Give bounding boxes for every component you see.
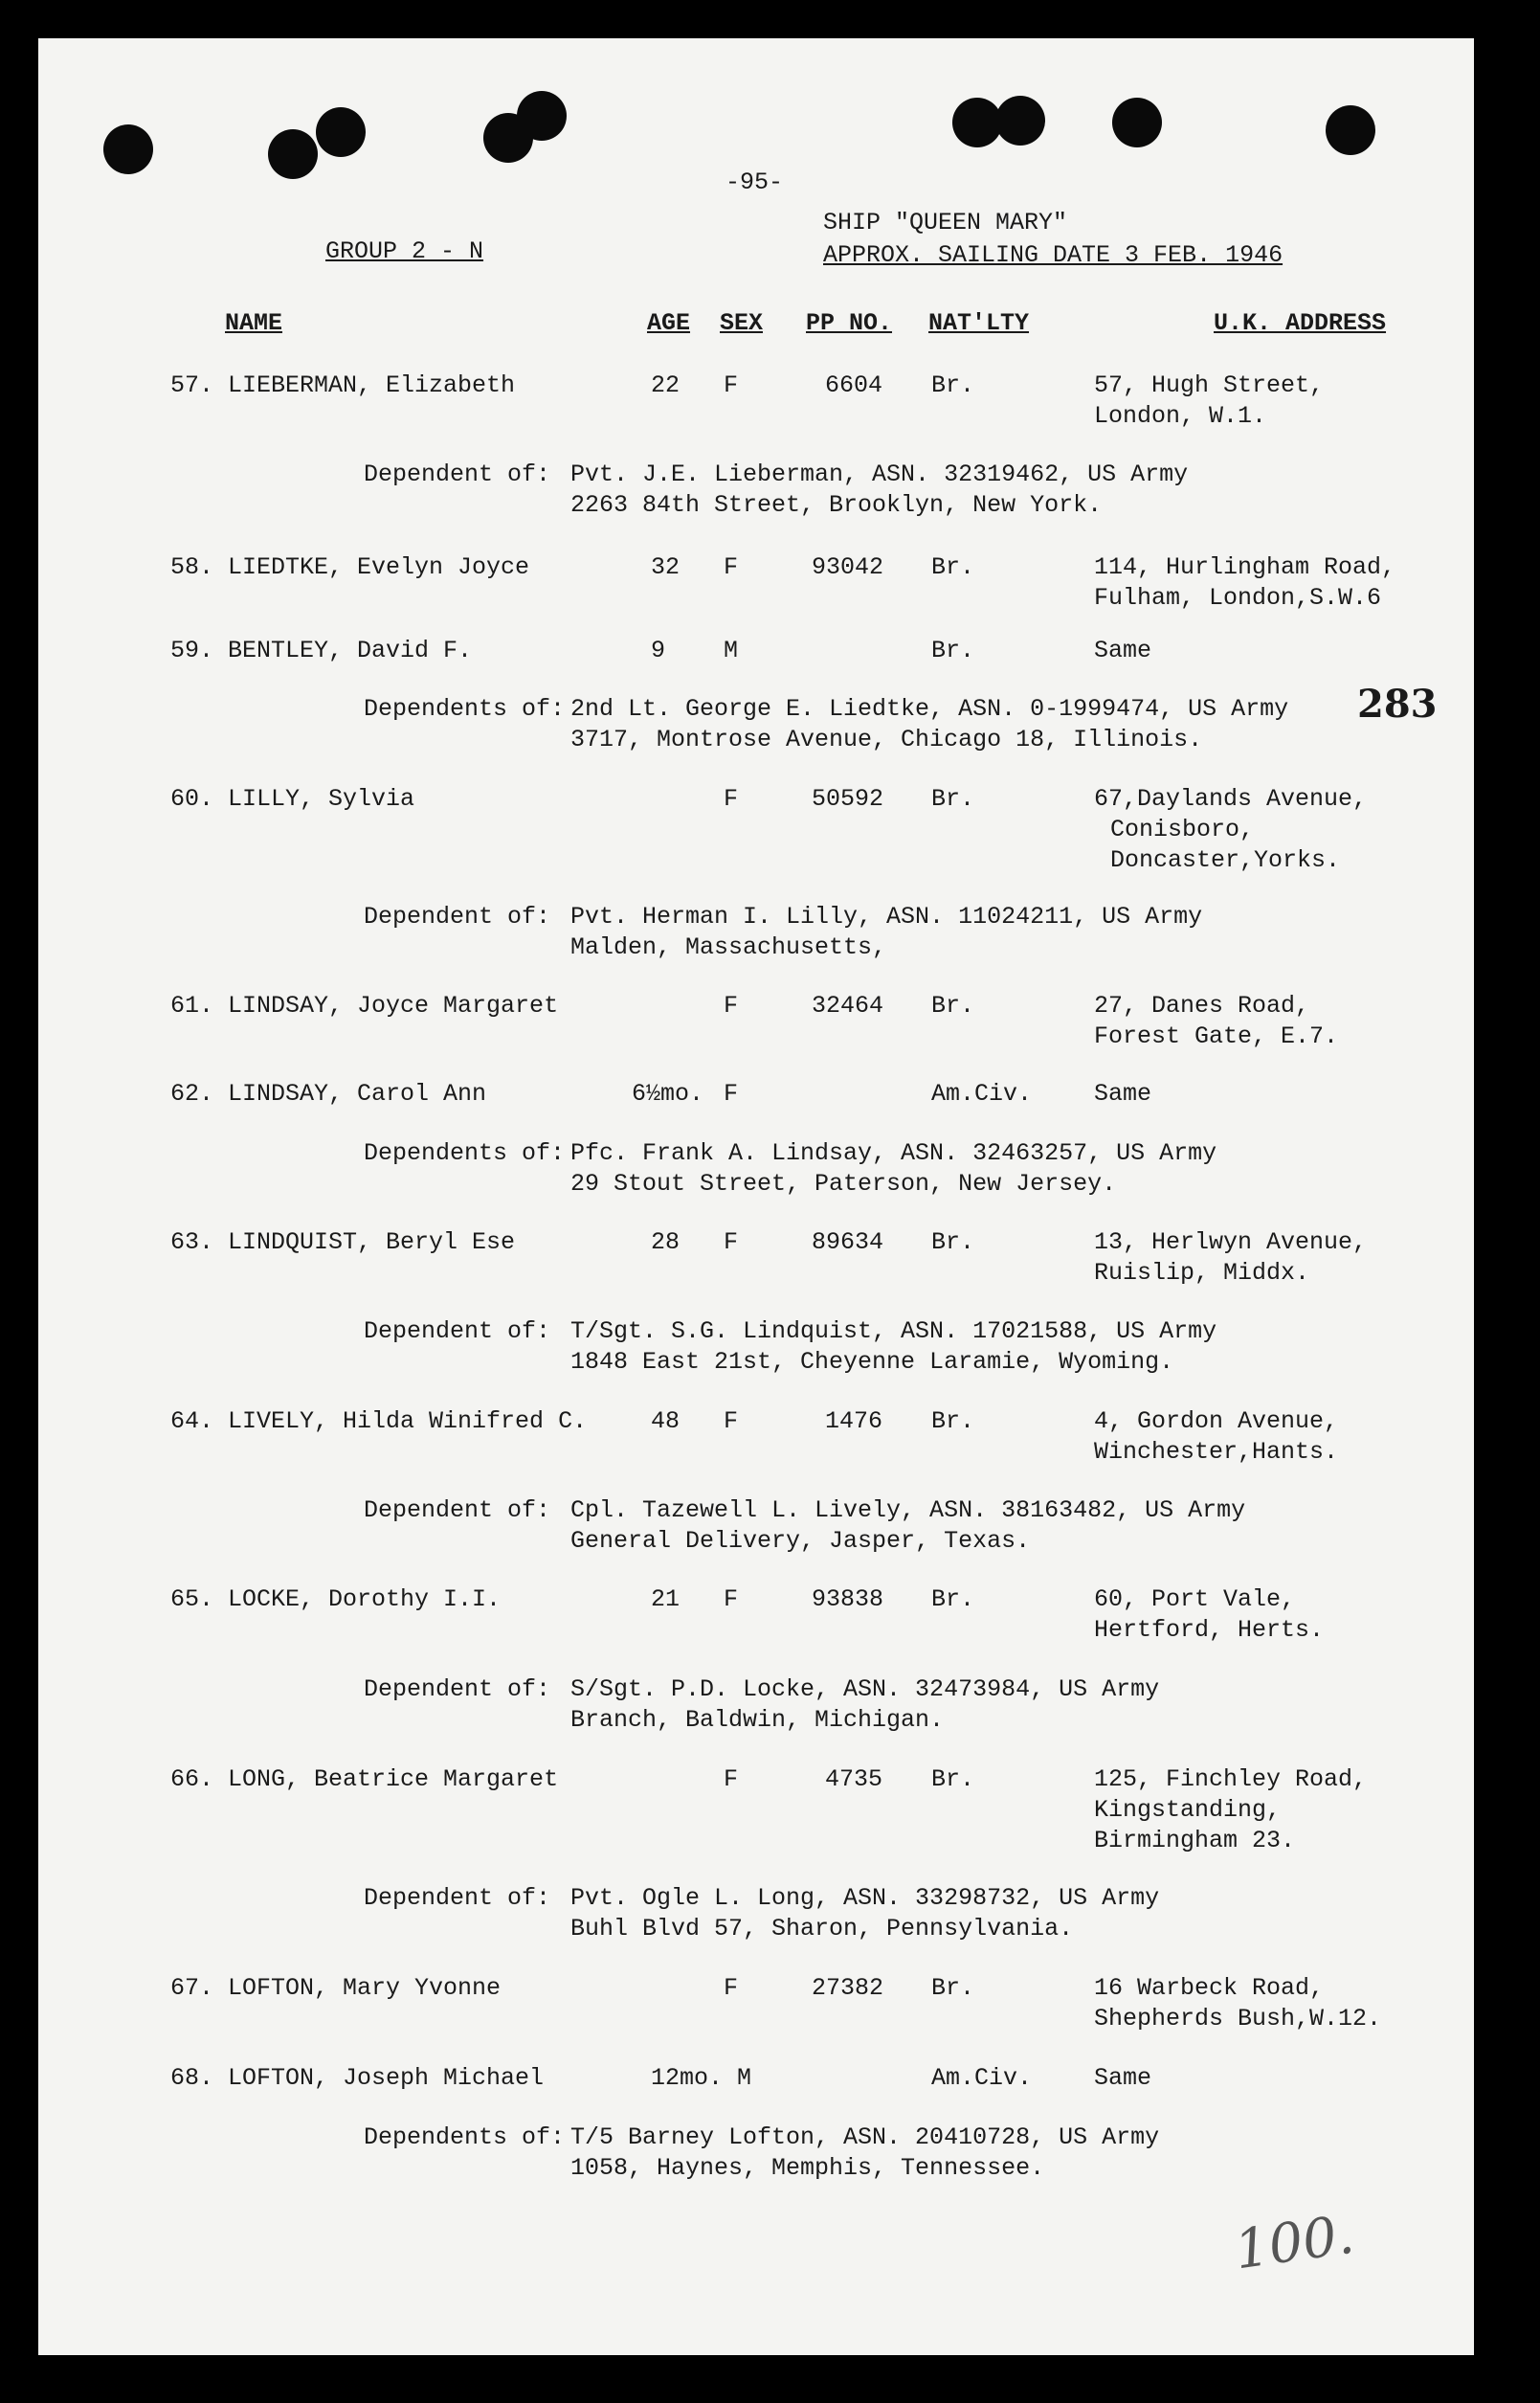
dependent-label: Dependent of: xyxy=(364,903,551,931)
header-uk-address: U.K. ADDRESS xyxy=(1214,309,1387,337)
entry-address: Same xyxy=(1094,637,1152,664)
entry-nationality: Br. xyxy=(931,371,975,399)
entry-address: Ruislip, Middx. xyxy=(1094,1259,1310,1287)
entry-name: 67. LOFTON, Mary Yvonne xyxy=(170,1974,502,2002)
entry-nationality: Br. xyxy=(931,1974,975,2002)
entry-address: Winchester,Hants. xyxy=(1094,1438,1339,1466)
entry-address: Same xyxy=(1094,2064,1152,2092)
entry-address: Doncaster,Yorks. xyxy=(1110,846,1341,874)
dependent-label: Dependent of: xyxy=(364,1884,551,1912)
document-page xyxy=(38,38,1474,2355)
entry-address: Birmingham 23. xyxy=(1094,1827,1296,1854)
entry-pp: 32464 xyxy=(812,992,884,1020)
entry-address: Same xyxy=(1094,1080,1152,1108)
dependent-line: 1848 East 21st, Cheyenne Laramie, Wyoming. xyxy=(570,1348,1174,1376)
entry-sex: F xyxy=(724,1974,739,2002)
entry-address: 114, Hurlingham Road, xyxy=(1094,553,1396,581)
entry-pp: 1476 xyxy=(825,1407,883,1435)
dependent-line: 1058, Haynes, Memphis, Tennessee. xyxy=(570,2154,1045,2182)
dependent-label: Dependent of: xyxy=(364,1496,551,1524)
entry-sex: F xyxy=(724,1080,739,1108)
entry-sex: F xyxy=(724,553,739,581)
entry-sex: F xyxy=(724,1585,739,1613)
dependent-line: 2263 84th Street, Brooklyn, New York. xyxy=(570,491,1103,519)
entry-name: 64. LIVELY, Hilda Winifred C. xyxy=(170,1407,588,1435)
dependent-label: Dependent of: xyxy=(364,460,551,488)
dependent-line: General Delivery, Jasper, Texas. xyxy=(570,1527,1031,1555)
entry-nationality: Am.Civ. xyxy=(931,2064,1033,2092)
entry-name: 65. LOCKE, Dorothy I.I. xyxy=(170,1585,502,1613)
dependent-line: 3717, Montrose Avenue, Chicago 18, Illinois. xyxy=(570,726,1203,753)
dependent-label: Dependents of: xyxy=(364,695,566,723)
dependent-line: S/Sgt. P.D. Locke, ASN. 32473984, US Army xyxy=(570,1675,1160,1703)
entry-address: 67,Daylands Avenue, xyxy=(1094,785,1368,813)
punch-hole xyxy=(268,129,318,179)
entry-nationality: Br. xyxy=(931,1407,975,1435)
punch-hole xyxy=(1112,98,1162,147)
punch-hole xyxy=(316,107,366,157)
entry-sex: F xyxy=(724,992,739,1020)
dependent-line: T/Sgt. S.G. Lindquist, ASN. 17021588, US Army xyxy=(570,1317,1217,1345)
dependent-label: Dependents of: xyxy=(364,2123,566,2151)
entry-name: 61. LINDSAY, Joyce Margaret xyxy=(170,992,559,1020)
dependent-line: Malden, Massachusetts, xyxy=(570,933,887,961)
ship-name: SHIP "QUEEN MARY" xyxy=(823,209,1068,236)
entry-pp: 93838 xyxy=(812,1585,884,1613)
entry-pp: 50592 xyxy=(812,785,884,813)
entry-nationality: Br. xyxy=(931,1228,975,1256)
entry-nationality: Am.Civ. xyxy=(931,1080,1033,1108)
dependent-label: Dependents of: xyxy=(364,1139,566,1167)
entry-age: 32 xyxy=(651,553,681,581)
entry-nationality: Br. xyxy=(931,1765,975,1793)
dependent-line: T/5 Barney Lofton, ASN. 20410728, US Army xyxy=(570,2123,1160,2151)
entry-age: 9 xyxy=(651,637,666,664)
entry-address: Fulham, London,S.W.6 xyxy=(1094,584,1382,612)
entry-pp: 27382 xyxy=(812,1974,884,2002)
entry-pp: 6604 xyxy=(825,371,883,399)
entry-age: 6½mo. xyxy=(632,1080,704,1108)
punch-hole xyxy=(103,124,153,174)
entry-name: 62. LINDSAY, Carol Ann xyxy=(170,1080,487,1108)
entry-name: 59. BENTLEY, David F. xyxy=(170,637,473,664)
entry-address: Kingstanding, xyxy=(1094,1796,1282,1824)
entry-address: 16 Warbeck Road, xyxy=(1094,1974,1325,2002)
entry-name: 68. LOFTON, Joseph Michael xyxy=(170,2064,545,2092)
entry-pp: 89634 xyxy=(812,1228,884,1256)
dependent-line: Cpl. Tazewell L. Lively, ASN. 38163482, US Army xyxy=(570,1496,1246,1524)
entry-sex: F xyxy=(724,1407,739,1435)
dependent-line: Buhl Blvd 57, Sharon, Pennsylvania. xyxy=(570,1915,1074,1943)
punch-hole xyxy=(995,96,1045,146)
entry-address: 13, Herlwyn Avenue, xyxy=(1094,1228,1368,1256)
entry-address: 4, Gordon Avenue, xyxy=(1094,1407,1339,1435)
dependent-line: Pvt. J.E. Lieberman, ASN. 32319462, US Army xyxy=(570,460,1189,488)
entry-sex: F xyxy=(724,371,739,399)
dependent-line: 2nd Lt. George E. Liedtke, ASN. 0-1999474, US Army xyxy=(570,695,1289,723)
entry-age: 48 xyxy=(651,1407,681,1435)
dependent-line: Pvt. Herman I. Lilly, ASN. 11024211, US Army xyxy=(570,903,1203,931)
group-label: GROUP 2 - N xyxy=(325,237,484,265)
dependent-line: Pfc. Frank A. Lindsay, ASN. 32463257, US Army xyxy=(570,1139,1217,1167)
entry-sex: M xyxy=(724,637,739,664)
entry-sex: F xyxy=(724,785,739,813)
page-number: -95- xyxy=(725,168,784,196)
header-pp-no: PP NO. xyxy=(806,309,893,337)
entry-sex: M xyxy=(737,2064,752,2092)
header-age: AGE xyxy=(647,309,691,337)
entry-address: Hertford, Herts. xyxy=(1094,1616,1325,1644)
dependent-line: Branch, Baldwin, Michigan. xyxy=(570,1706,945,1734)
entry-nationality: Br. xyxy=(931,637,975,664)
entry-nationality: Br. xyxy=(931,992,975,1020)
header-nationality: NAT'LTY xyxy=(928,309,1030,337)
entry-pp: 93042 xyxy=(812,553,884,581)
dependent-label: Dependent of: xyxy=(364,1675,551,1703)
entry-name: 58. LIEDTKE, Evelyn Joyce xyxy=(170,553,530,581)
entry-age: 12mo. xyxy=(651,2064,724,2092)
entry-pp: 4735 xyxy=(825,1765,883,1793)
entry-address: 125, Finchley Road, xyxy=(1094,1765,1368,1793)
entry-name: 57. LIEBERMAN, Elizabeth xyxy=(170,371,516,399)
header-sex: SEX xyxy=(720,309,764,337)
punch-hole xyxy=(517,91,567,141)
dependent-line: Pvt. Ogle L. Long, ASN. 33298732, US Army xyxy=(570,1884,1160,1912)
entry-sex: F xyxy=(724,1765,739,1793)
entry-name: 66. LONG, Beatrice Margaret xyxy=(170,1765,559,1793)
entry-address: Shepherds Bush,W.12. xyxy=(1094,2005,1382,2032)
header-name: NAME xyxy=(225,309,283,337)
punch-hole xyxy=(1326,105,1375,155)
entry-nationality: Br. xyxy=(931,1585,975,1613)
entry-age: 28 xyxy=(651,1228,681,1256)
entry-nationality: Br. xyxy=(931,553,975,581)
entry-age: 21 xyxy=(651,1585,681,1613)
entry-sex: F xyxy=(724,1228,739,1256)
entry-address: Conisboro, xyxy=(1110,816,1255,843)
dependent-line: 29 Stout Street, Paterson, New Jersey. xyxy=(570,1170,1117,1198)
entry-name: 63. LINDQUIST, Beryl Ese xyxy=(170,1228,516,1256)
sailing-date: APPROX. SAILING DATE 3 FEB. 1946 xyxy=(823,241,1283,269)
entry-address: Forest Gate, E.7. xyxy=(1094,1022,1339,1050)
entry-address: 27, Danes Road, xyxy=(1094,992,1310,1020)
entry-address: London, W.1. xyxy=(1094,402,1267,430)
handwritten-note: 100. xyxy=(1231,2203,1358,2282)
entry-address: 57, Hugh Street, xyxy=(1094,371,1325,399)
dependent-label: Dependent of: xyxy=(364,1317,551,1345)
page-stamp-number: 283 xyxy=(1357,682,1438,727)
entry-address: 60, Port Vale, xyxy=(1094,1585,1296,1613)
entry-nationality: Br. xyxy=(931,785,975,813)
entry-name: 60. LILLY, Sylvia xyxy=(170,785,415,813)
entry-age: 22 xyxy=(651,371,681,399)
